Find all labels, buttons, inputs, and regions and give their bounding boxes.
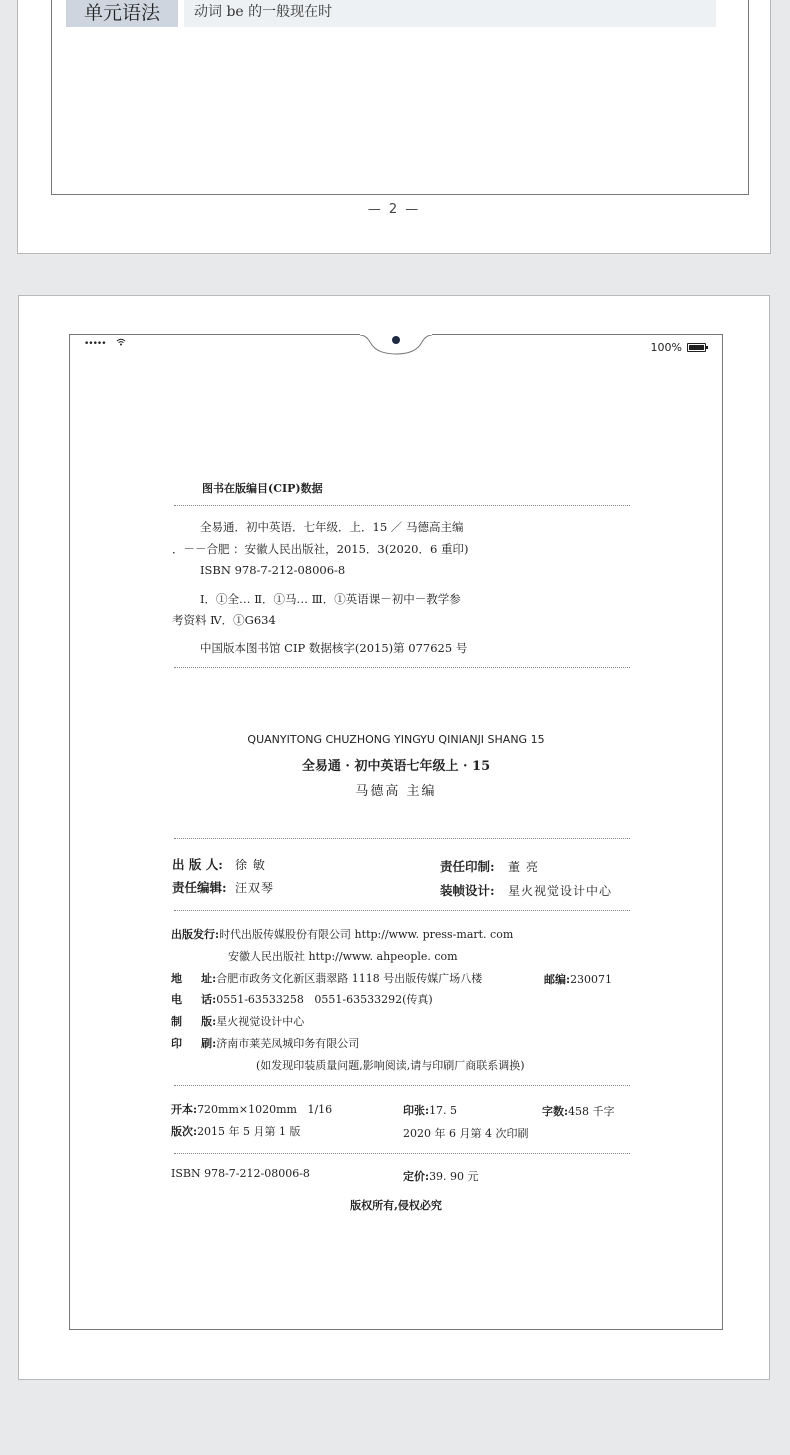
isbn: ISBN 978-7-212-08006-8 (171, 1167, 310, 1180)
previous-page-frame (51, 0, 749, 195)
cip-line: 考资料 Ⅳ．①G634 (172, 613, 276, 627)
sheets-value: 17. 5 (429, 1104, 458, 1117)
address-row (171, 970, 482, 986)
plate-value: 星火视觉设计中心 (216, 1015, 305, 1028)
words-label: 字数: (542, 1105, 569, 1118)
previous-page (17, 0, 771, 254)
words-spec (542, 1103, 615, 1119)
price-label: 定价: (403, 1170, 430, 1183)
postcode-label: 邮编: (544, 973, 571, 986)
sheets-spec (403, 1102, 457, 1118)
phone-row (171, 991, 433, 1007)
status-bar (70, 335, 722, 357)
address-value: 合肥市政务文化新区翡翠路 1118 号出版传媒广场八楼 (216, 972, 483, 985)
phone-value: 0551-63533258 0551-63533292(传真) (216, 993, 433, 1006)
copyright-notice: 版权所有,侵权必究 (350, 1199, 442, 1212)
cip-line: Ⅰ．①全… Ⅱ．①马… Ⅲ．①英语课－初中－教学参 (200, 592, 461, 606)
cip-line: 全易通．初中英语．七年级．上．15 ／ 马德高主编 (200, 520, 464, 534)
quality-notice: (如发现印装质量问题,影响阅读,请与印刷厂商联系调换) (256, 1059, 525, 1072)
divider (174, 505, 630, 506)
print-value: 济南市莱芜凤城印务有限公司 (216, 1037, 360, 1050)
cip-line: 中国版本图书馆 CIP 数据核字(2015)第 077625 号 (200, 641, 468, 655)
page-number: — 2 — (367, 202, 421, 217)
chief-editor: 马德高 主编 (355, 784, 437, 799)
cip-line: ISBN 978-7-212-08006-8 (200, 563, 346, 577)
battery-icon (687, 343, 706, 352)
signal-icon: ••••• (84, 339, 106, 349)
camera-notch (360, 334, 432, 356)
sheets-label: 印张: (403, 1104, 430, 1117)
design-value: 星火视觉设计中心 (508, 884, 613, 898)
edition-value: 2015 年 5 月第 1 版 (197, 1125, 301, 1138)
design-label: 装帧设计: (440, 883, 495, 898)
editor-value: 汪双琴 (235, 881, 275, 895)
divider (174, 667, 630, 668)
unit-grammar-topic: 动词 be 的一般现在时 (184, 0, 716, 27)
divider (174, 838, 630, 839)
print-row (171, 1035, 359, 1051)
publisher-value: 徐 敏 (235, 858, 266, 872)
book-title: 全易通 · 初中英语七年级上 · 15 (301, 759, 491, 774)
format-label: 开本: (171, 1103, 198, 1116)
words-value: 458 千字 (568, 1105, 615, 1118)
printing-spec: 2020 年 6 月第 4 次印刷 (403, 1127, 529, 1140)
divider (174, 910, 630, 911)
issuer-label: 出版发行: (171, 928, 220, 941)
wifi-icon (116, 338, 126, 349)
camera-icon (392, 336, 400, 344)
divider (174, 1085, 630, 1086)
divider (174, 1153, 630, 1154)
postcode-value: 230071 (570, 973, 613, 986)
phone-label: 电 话: (171, 993, 217, 1006)
postcode (544, 971, 612, 987)
price-value: 39. 90 元 (429, 1170, 479, 1183)
print-manager-value: 董 亮 (508, 860, 539, 874)
issuer-row-2: 安徽人民出版社 http://www. ahpeople. com (228, 950, 458, 963)
copyright-page (18, 295, 770, 1380)
print-manager-label: 责任印制: (440, 859, 495, 874)
address-label: 地 址: (171, 972, 217, 985)
cip-line: ．－－合肥 ：安徽人民出版社，2015．3(2020．6 重印) (172, 542, 469, 556)
print-label: 印 刷: (171, 1037, 217, 1050)
battery-percent: 100% (650, 341, 682, 354)
cip-heading: 图书在版编目(CIP)数据 (202, 482, 323, 495)
price-spec (403, 1168, 479, 1184)
publisher-label: 出 版 人: (172, 857, 223, 872)
device-screen-frame (69, 334, 723, 1330)
issuer-row (171, 926, 513, 942)
format-spec (171, 1101, 332, 1117)
book-title-pinyin: QUANYITONG CHUZHONG YINGYU QINIANJI SHANG 15 (247, 733, 545, 746)
format-value: 720mm×1020mm 1/16 (197, 1103, 333, 1116)
editor-label: 责任编辑: (172, 880, 227, 895)
unit-grammar-label: 单元语法 (66, 0, 178, 27)
plate-label: 制 版: (171, 1015, 217, 1028)
edition-spec (171, 1123, 301, 1139)
issuer-value: 时代出版传媒股份有限公司 http://www. press-mart. com (219, 928, 514, 941)
edition-label: 版次: (171, 1125, 198, 1138)
plate-row (171, 1013, 304, 1029)
